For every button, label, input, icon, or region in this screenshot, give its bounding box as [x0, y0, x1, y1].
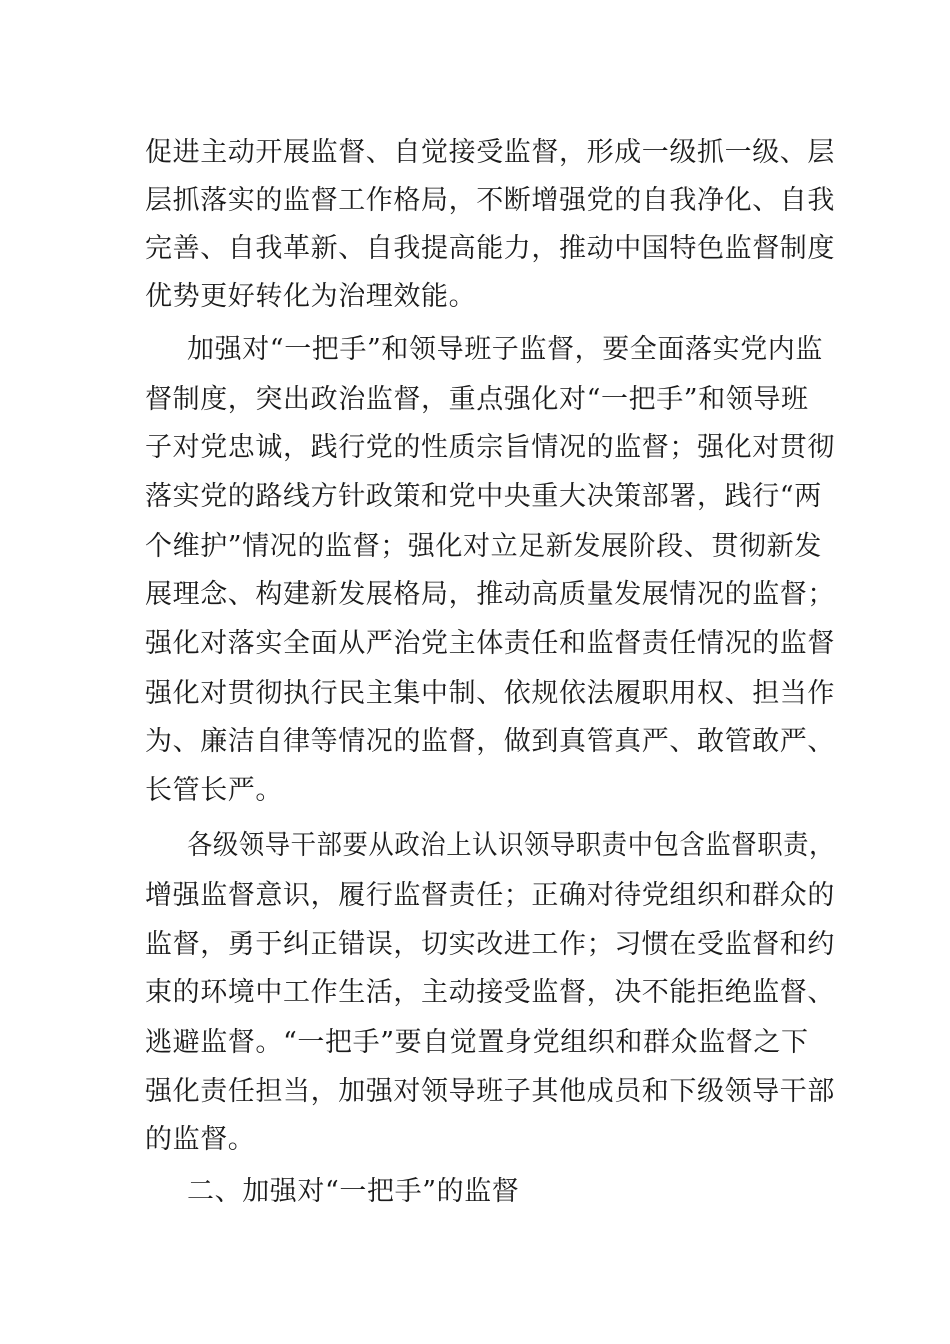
paragraph-2-line-7: 强化对落实全面从严治党主体责任和监督责任情况的监督 [145, 628, 835, 659]
paragraph-2-line-2: 督制度，突出政治监督，重点强化对“一把手”和领导班 [145, 384, 809, 415]
section-heading: 二、加强对“一把手”的监督 [187, 1176, 520, 1207]
paragraph-2-line-4: 落实党的路线方针政策和党中央重大决策部署，践行“两 [145, 481, 822, 512]
paragraph-2-line-10: 长管长严。 [145, 775, 283, 806]
paragraph-3-line-4: 束的环境中工作生活，主动接受监督，决不能拒绝监督、 [145, 977, 835, 1008]
paragraph-1-line-2: 层抓落实的监督工作格局，不断增强党的自我净化、自我 [145, 185, 835, 216]
paragraph-2-line-9: 为、廉洁自律等情况的监督，做到真管真严、敢管敢严、 [145, 726, 835, 757]
paragraph-1-line-4: 优势更好转化为治理效能。 [145, 281, 477, 312]
paragraph-3-line-7: 的监督。 [145, 1124, 256, 1155]
paragraph-3-line-3: 监督，勇于纠正错误，切实改进工作；习惯在受监督和约 [145, 929, 835, 960]
paragraph-2-line-3: 子对党忠诚，践行党的性质宗旨情况的监督；强化对贯彻 [145, 432, 835, 463]
paragraph-1-line-1: 促进主动开展监督、自觉接受监督，形成一级抓一级、层 [145, 137, 835, 168]
paragraph-3-line-5: 逃避监督。“一把手”要自觉置身党组织和群众监督之下 [145, 1027, 809, 1058]
paragraph-1-line-3: 完善、自我革新、自我提高能力，推动中国特色监督制度 [145, 233, 835, 264]
paragraph-3-line-1: 各级领导干部要从政治上认识领导职责中包含监督职责， [187, 830, 835, 861]
paragraph-2-line-6: 展理念、构建新发展格局，推动高质量发展情况的监督； [145, 579, 835, 610]
paragraph-2-line-1: 加强对“一把手”和领导班子监督，要全面落实党内监 [187, 334, 824, 365]
paragraph-3-line-6: 强化责任担当，加强对领导班子其他成员和下级领导干部 [145, 1076, 835, 1107]
paragraph-2-line-8: 强化对贯彻执行民主集中制、依规依法履职用权、担当作 [145, 678, 835, 709]
paragraph-3-line-2: 增强监督意识，履行监督责任；正确对待党组织和群众的 [145, 880, 835, 911]
paragraph-2-line-5: 个维护”情况的监督；强化对立足新发展阶段、贯彻新发 [145, 531, 822, 562]
